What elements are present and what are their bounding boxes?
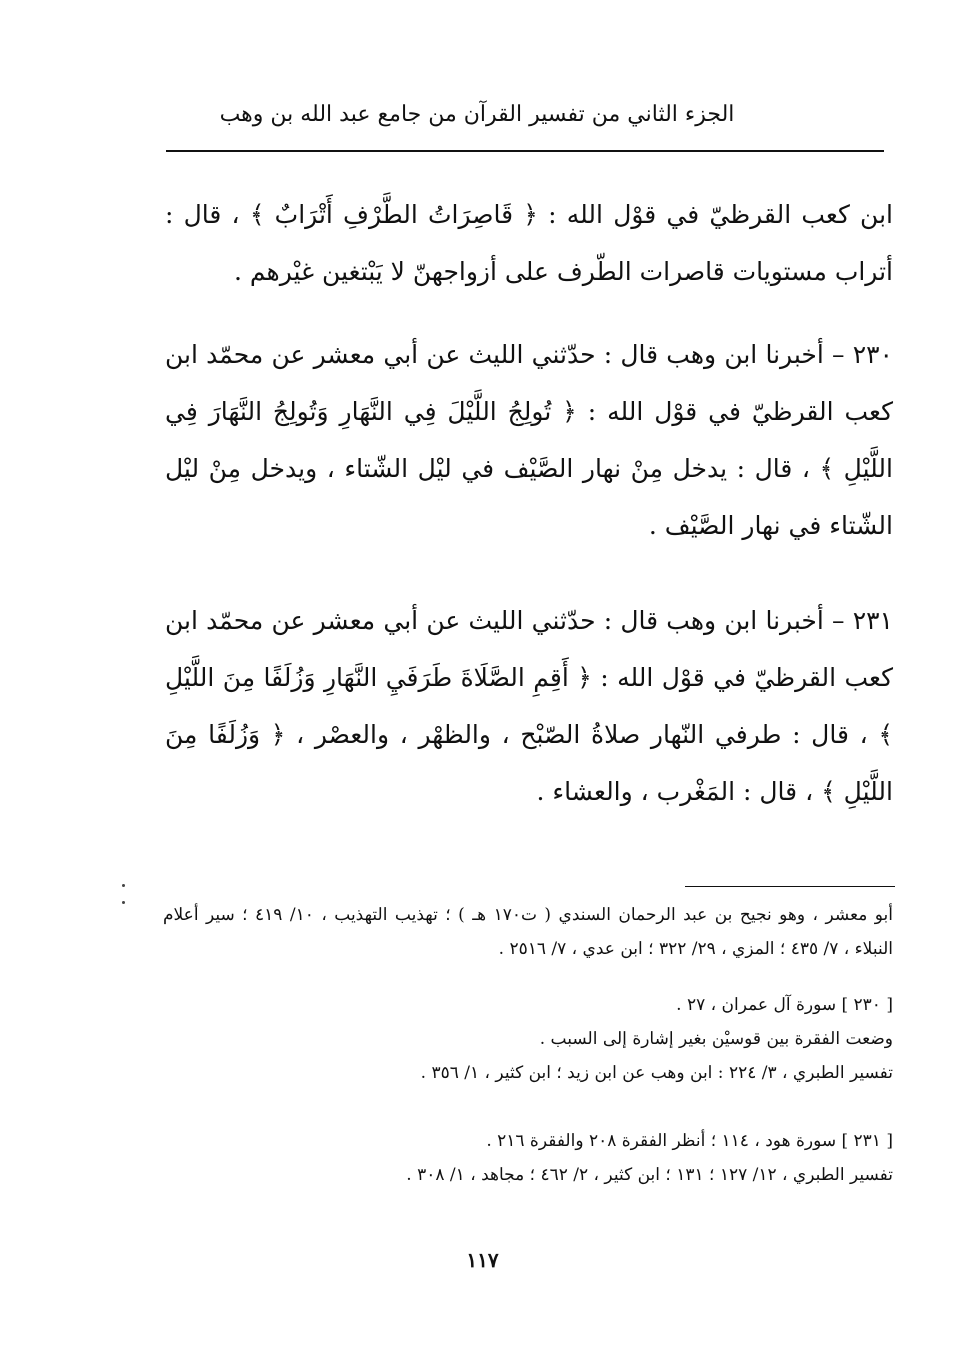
footnote-line: [ ٢٣٠ ] سورة آل عمران ، ٢٧ .	[676, 995, 893, 1015]
paragraph-text: ٢٣١ – أخبرنا ابن وهب قال : حدّثني الليث عن أبي معشر عن محمّد ابن كعب القرظيّ في قوْل الله : ﴿ أَقِمِ الصَّلَاةَ طَرَفَيِ النَّهَارِ وَزُلَفًا مِنَ اللَّيْلِ ﴾ ، قال : طرفي النّهار صلاةُ الصّبْح ، والظهْر ، والعصْر ، ﴿ وَزُلَفًا مِنَ اللَّيْلِ ﴾ ، قال : المَغْرب ، والعشاء .	[165, 606, 893, 806]
paragraph-text: ابن كعب القرظيّ في قوْل الله : ﴿ قَاصِرَاتُ الطَّرْفِ أَتْرَابٌ ﴾ ، قال : أتراب مستويات قاصرات الطّرف على أزواجهنّ لا يَبْتغين غيْرهم .	[165, 200, 893, 286]
footnote-group-231	[163, 1124, 893, 1192]
footnote-separator	[685, 886, 895, 887]
footnote-group-230	[163, 988, 893, 1090]
header-rule	[166, 150, 884, 152]
margin-speck	[122, 901, 125, 904]
page-number: ١١٧	[466, 1248, 499, 1272]
margin-speck	[122, 884, 125, 887]
footnote-text: أبو معشر ، وهو نجيح بن عبد الرحمان السندي ( ت١٧٠ هـ ) ؛ تهذيب التهذيب ، ١٠/ ٤١٩ ؛ سير أعلام النبلاء ، ٧/ ٤٣٥ ؛ المزي ، ٢٩/ ٣٢٢ ؛ ابن عدي ، ٧/ ٢٥١٦ .	[163, 905, 893, 959]
footnote-line: [ ٢٣١ ] سورة هود ، ١١٤ ؛ أنظر الفقرة ٢٠٨ والفقرة ٢١٦ .	[486, 1131, 893, 1151]
paragraph-231	[165, 592, 893, 820]
paragraph-230	[165, 326, 893, 554]
footnote-abu-mashar	[163, 898, 893, 966]
footnote-line: تفسير الطبري ، ١٢/ ١٢٧ ؛ ١٣١ ؛ ابن كثير ، ٢/ ٤٦٢ ؛ مجاهد ، ١/ ٣٠٨ .	[406, 1165, 893, 1185]
paragraph-intro	[165, 186, 893, 300]
footnote-line: تفسير الطبري ، ٣/ ٢٢٤ : ابن وهب عن ابن زيد ؛ ابن كثير ، ١/ ٣٥٦ .	[420, 1063, 893, 1083]
footnote-line: وضعت الفقرة بين قوسيْن بغير إشارة إلى السبب .	[539, 1029, 893, 1049]
running-head: الجزء الثاني من تفسير القرآن من جامع عبد الله بن وهب	[219, 102, 735, 127]
paragraph-text: ٢٣٠ – أخبرنا ابن وهب قال : حدّثني الليث عن أبي معشر عن محمّد ابن كعب القرظيّ في قوْل الله : ﴿ تُولِجُ اللَّيْلَ فِي النَّهَارِ وَتُولِجُ النَّهَارَ فِي اللَّيْلِ ﴾ ، قال : يدخل مِنْ نهار الصَّيْف في ليْل الشّتاء ، ويدخل مِنْ ليْل الشّتاء في نهار الصَّيْف .	[165, 340, 894, 540]
